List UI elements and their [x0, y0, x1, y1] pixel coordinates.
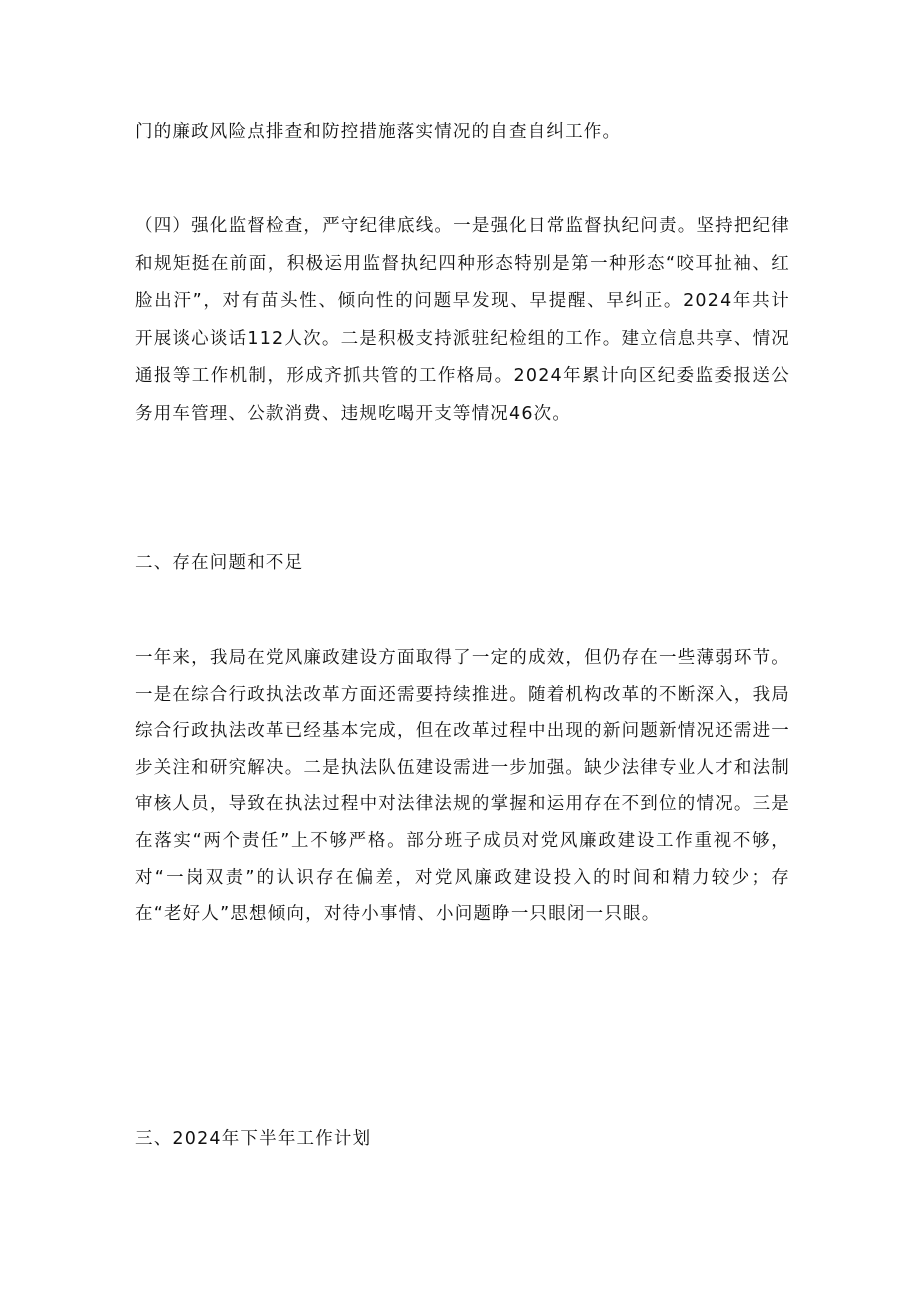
- paragraph-strengthen-supervision: （四）强化监督检查，严守纪律底线。一是强化日常监督执纪问责。坚持把纪律和规矩挺在前面，积极运用监督执纪四种形态特别是第一种形态“咬耳扯袖、红脸出汗”，对有苗头性、倾向性的问题早发现、早提醒、早纠正。2024年共计开展谈心谈话112人次。二是积极支持派驻纪检组的工作。建立信息共享、情况通报等工作机制，形成齐抓共管的工作格局。2024年累计向区纪委监委报送公务用车管理、公款消费、违规吃喝开支等情况46次。: [135, 216, 790, 424]
- paragraph-continuation: 门的廉政风险点排查和防控措施落实情况的自查自纠工作。: [135, 122, 622, 142]
- section-heading-problems: 二、存在问题和不足: [135, 553, 304, 573]
- paragraph-problems: 一年来，我局在党风廉政建设方面取得了一定的成效，但仍存在一些薄弱环节。一是在综合行政执法改革方面还需要持续推进。随着机构改革的不断深入，我局综合行政执法改革已经基本完成，但在改革过程中出现的新问题新情况还需进一步关注和研究解决。二是执法队伍建设需进一步加强。缺少法律专业人才和法制审核人员，导致在执法过程中对法律法规的掌握和运用存在不到位的情况。三是在落实“两个责任”上不够严格。部分班子成员对党风廉政建设工作重视不够，对“一岗双责”的认识存在偏差，对党风廉政建设投入的时间和精力较少；存在“老好人”思想倾向，对待小事情、小问题睁一只眼闭一只眼。: [135, 648, 790, 925]
- section-heading-work-plan: 三、2024年下半年工作计划: [135, 1129, 372, 1149]
